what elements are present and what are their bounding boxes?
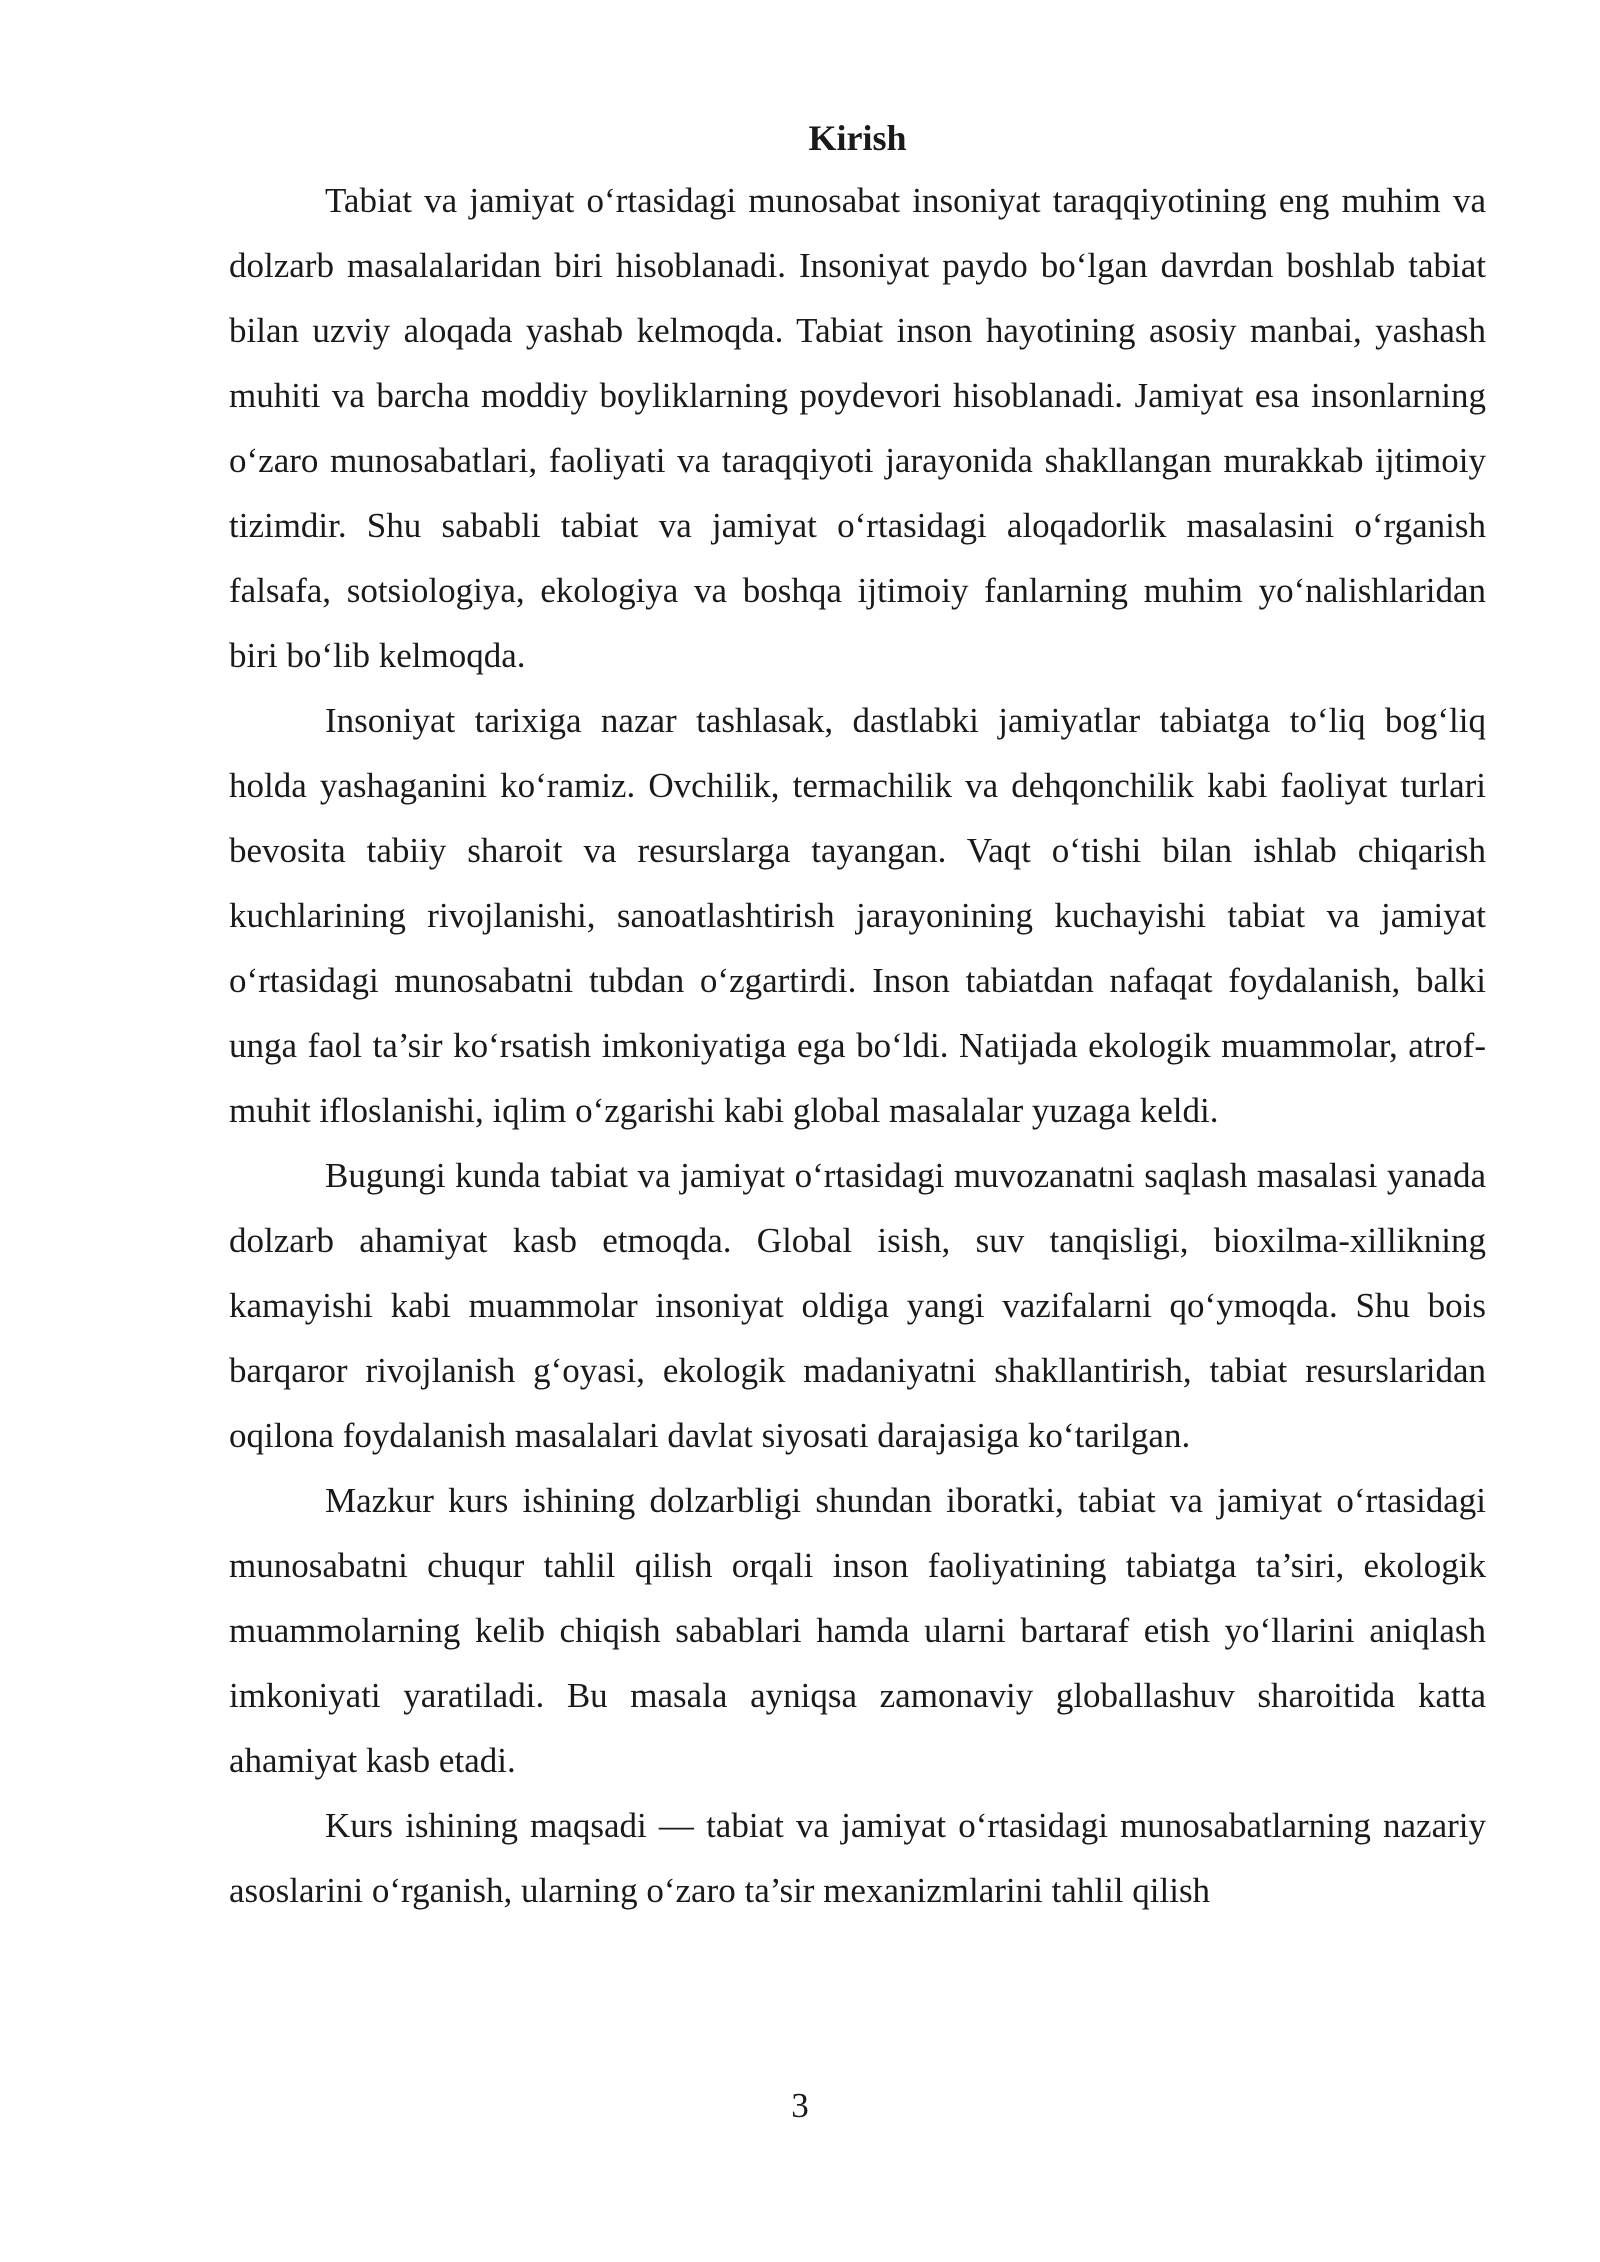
paragraph-5: Kurs ishining maqsadi — tabiat va jamiyat o‘rtasidagi munosabatlarning nazariy asoslarini o‘rganish, ularning o‘zaro ta’sir mexanizmlarini tahlil qilish (229, 1806, 1486, 1910)
page-number: 3 (791, 2086, 809, 2125)
page-content (229, 108, 1486, 1923)
paragraph-1: Tabiat va jamiyat o‘rtasidagi munosabat insoniyat taraqqiyotining eng muhim va dolzarb masalalaridan biri hisoblanadi. Insoniyat paydo bo‘lgan davrdan boshlab tabiat bilan uzviy aloqada yashab kelmoqda. Tabiat inson hayotining asosiy manbai, yashash muhiti va barcha moddiy boyliklarning poydevori hisoblanadi. Jamiyat esa insonlarning o‘zaro munosabatlari, faoliyati va taraqqiyoti jarayonida shakllangan murakkab ijtimoiy tizimdir. Shu sababli tabiat va jamiyat o‘rtasidagi aloqadorlik masalasini o‘rganish falsafa, sotsiologiya, ekologiya va boshqa ijtimoiy fanlarning muhim yo‘nalishlaridan biri bo‘lib kelmoqda. (229, 181, 1486, 675)
paragraph-2: Insoniyat tarixiga nazar tashlasak, dastlabki jamiyatlar tabiatga to‘liq bog‘liq holda yashaganini ko‘ramiz. Ovchilik, termachilik va dehqonchilik kabi faoliyat turlari bevosita tabiiy sharoit va resurslarga tayangan. Vaqt o‘tishi bilan ishlab chiqarish kuchlarining rivojlanishi, sanoatlashtirish jarayonining kuchayishi tabiat va jamiyat o‘rtasidagi munosabatni tubdan o‘zgartirdi. Inson tabiatdan nafaqat foydalanish, balki unga faol ta’sir ko‘rsatish imkoniyatiga ega bo‘ldi. Natijada ekologik muammolar, atrof-muhit ifloslanishi, iqlim o‘zgarishi kabi global masalalar yuzaga keldi. (229, 701, 1486, 1130)
paragraph-4: Mazkur kurs ishining dolzarbligi shundan iboratki, tabiat va jamiyat o‘rtasidagi munosabatni chuqur tahlil qilish orqali inson faoliyatining tabiatga ta’siri, ekologik muammolarning kelib chiqish sabablari hamda ularni bartaraf etish yo‘llarini aniqlash imkoniyati yaratiladi. Bu masala ayniqsa zamonaviy globallashuv sharoitida katta ahamiyat kasb etadi. (229, 1481, 1486, 1780)
paragraph-3: Bugungi kunda tabiat va jamiyat o‘rtasidagi muvozanatni saqlash masalasi yanada dolzarb ahamiyat kasb etmoqda. Global isish, suv tanqisligi, bioxilma-xillikning kamayishi kabi muammolar insoniyat oldiga yangi vazifalarni qo‘ymoqda. Shu bois barqaror rivojlanish g‘oyasi, ekologik madaniyatni shakllantirish, tabiat resurslaridan oqilona foydalanish masalalari davlat siyosati darajasiga ko‘tarilgan. (229, 1156, 1486, 1455)
section-title: Kirish (808, 118, 907, 158)
